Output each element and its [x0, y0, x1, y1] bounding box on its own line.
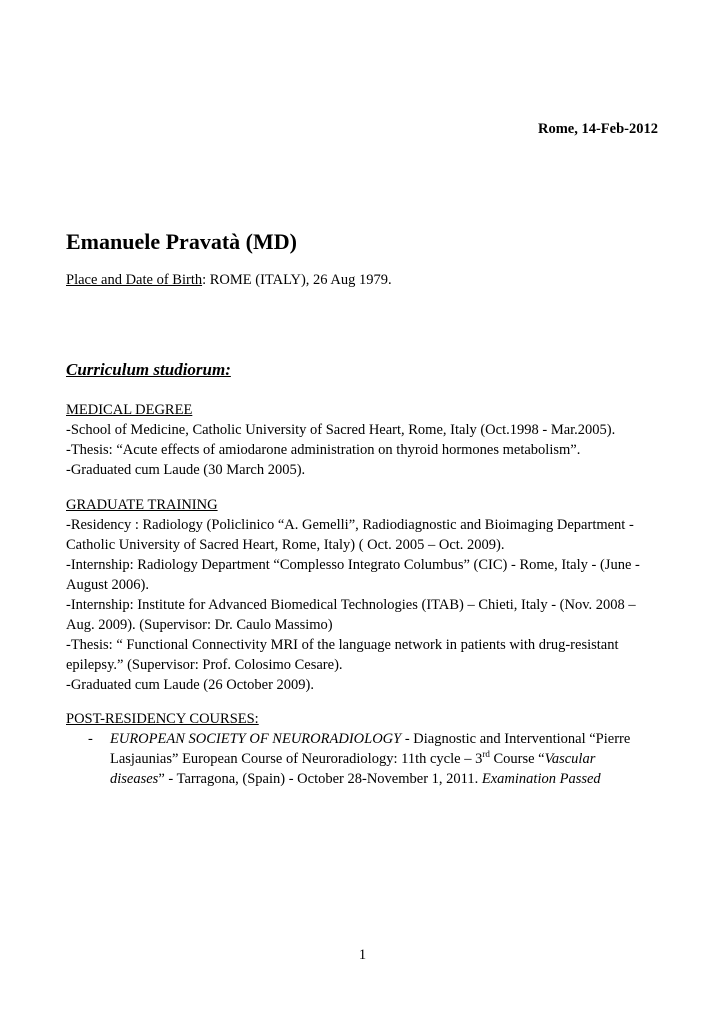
- person-name: Emanuele Pravatà (MD): [66, 229, 297, 254]
- post-residency-section: [66, 709, 666, 789]
- medical-degree-section: [66, 400, 666, 480]
- post-residency-heading: POST-RESIDENCY COURSES:: [66, 711, 259, 727]
- graduate-training-line: -Internship: Radiology Department “Complesso Integrato Columbus” (CIC) - Rome, Italy - (June -: [66, 557, 640, 573]
- course-text: ” - Tarragona, (Spain) - October 28-November 1, 2011.: [158, 771, 482, 787]
- curriculum-title: Curriculum studiorum:: [66, 360, 231, 379]
- graduate-training-section: [66, 495, 666, 695]
- graduate-training-heading: GRADUATE TRAINING: [66, 497, 218, 513]
- course-list-item: [66, 729, 666, 789]
- course-text: Course “: [489, 751, 545, 767]
- course-text: Lasjaunias” European Course of Neuroradiology: 11th cycle – 3: [110, 751, 483, 767]
- page-number: 1: [358, 947, 367, 963]
- medical-degree-line: -Thesis: “Acute effects of amiodarone administration on thyroid hormones metabolism”.: [66, 442, 581, 458]
- graduate-training-line: -Internship: Institute for Advanced Biomedical Technologies (ITAB) – Chieti, Italy - (Nov. 2008 –: [66, 597, 636, 613]
- graduate-training-line: epilepsy.” (Supervisor: Prof. Colosimo Cesare).: [66, 657, 343, 673]
- medical-degree-heading: MEDICAL DEGREE: [66, 402, 193, 418]
- medical-degree-line: -School of Medicine, Catholic University of Sacred Heart, Rome, Italy (Oct.1998 - Mar.2005).: [66, 422, 616, 438]
- course-description: [110, 729, 666, 789]
- ordinal-suffix: rd: [482, 749, 490, 760]
- graduate-training-line: -Residency : Radiology (Policlinico “A. Gemelli”, Radiodiagnostic and Bioimaging Department -: [66, 517, 634, 533]
- course-topic: Vascular: [544, 751, 596, 767]
- birth-label: Place and Date of Birth: [66, 272, 203, 288]
- graduate-training-line: Catholic University of Sacred Heart, Rome, Italy) ( Oct. 2005 – Oct. 2009).: [66, 537, 505, 553]
- course-result: Examination Passed: [481, 771, 601, 787]
- graduate-training-line: -Thesis: “ Functional Connectivity MRI of the language network in patients with drug-resistant: [66, 637, 619, 653]
- list-dash: -: [88, 731, 93, 747]
- medical-degree-line: -Graduated cum Laude (30 March 2005).: [66, 462, 306, 478]
- birth-info: [66, 272, 392, 289]
- course-organization: EUROPEAN SOCIETY OF NEURORADIOLOGY: [110, 731, 402, 747]
- graduate-training-line: Aug. 2009). (Supervisor: Dr. Caulo Massimo): [66, 617, 333, 633]
- course-text: - Diagnostic and Interventional “Pierre: [401, 731, 631, 747]
- graduate-training-line: August 2006).: [66, 577, 149, 593]
- graduate-training-line: -Graduated cum Laude (26 October 2009).: [66, 677, 315, 693]
- birth-value: : ROME (ITALY), 26 Aug 1979.: [202, 272, 392, 288]
- course-topic: diseases: [110, 771, 159, 787]
- document-date: Rome, 14-Feb-2012: [537, 121, 658, 137]
